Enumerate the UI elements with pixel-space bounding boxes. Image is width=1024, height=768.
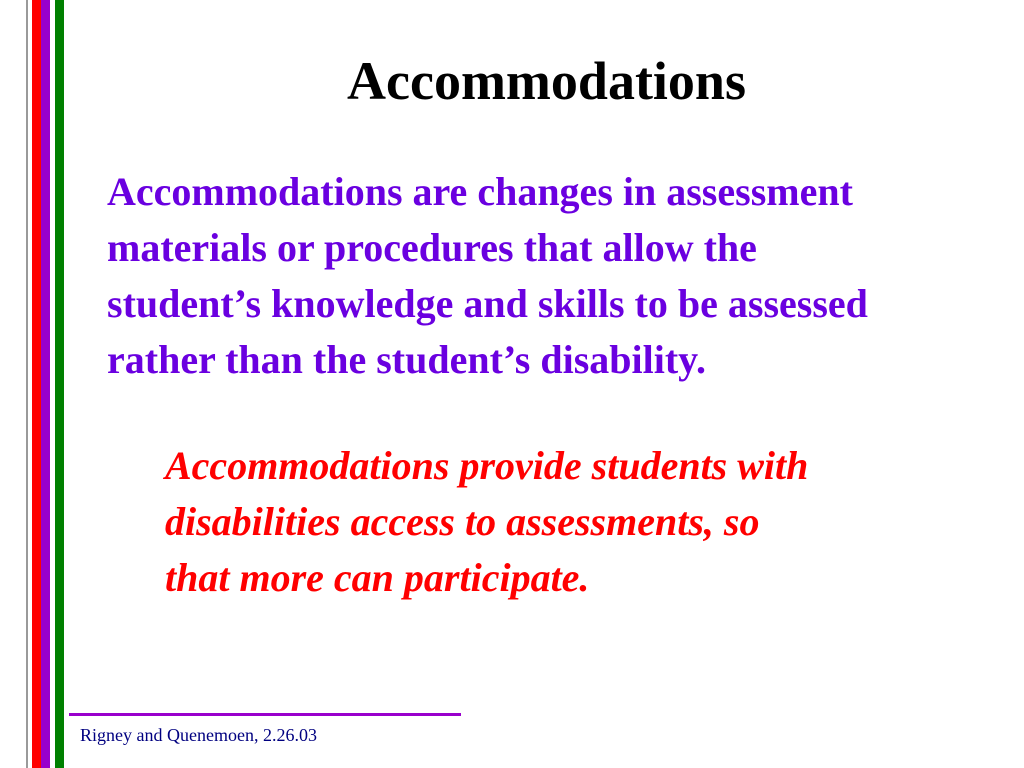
footer-divider [69,713,461,716]
slide-title: Accommodations [347,51,746,111]
emphasis-paragraph: Accommodations provide students with disabilities access to assessments, so that more can participate. [165,443,809,600]
footer-credit: Rigney and Quenemoen, 2.26.03 [80,725,317,745]
title-area [0,0,1024,120]
definition-paragraph: Accommodations are changes in assessment materials or procedures that allow the student’s knowledge and skills to be assessed rather than the student’s disability. [107,169,868,382]
